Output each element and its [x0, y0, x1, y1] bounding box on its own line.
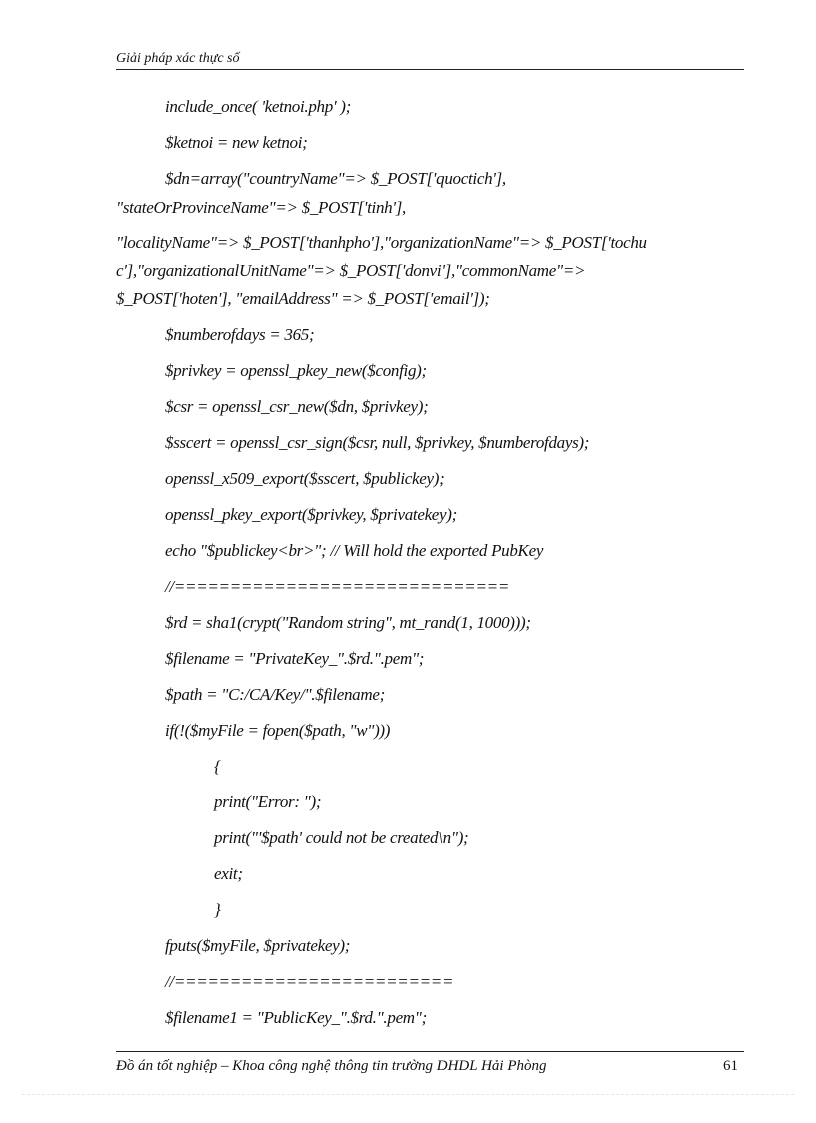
- code-line: $rd = sha1(crypt("Random string", mt_rand(1, 1000)));: [165, 613, 531, 632]
- code-line: $filename1 = "PublicKey_".$rd.".pem";: [165, 1008, 427, 1027]
- code-line: include_once( 'ketnoi.php' );: [165, 97, 351, 116]
- code-line: $csr = openssl_csr_new($dn, $privkey);: [165, 397, 429, 416]
- code-line: $privkey = openssl_pkey_new($config);: [165, 361, 427, 380]
- page-header: [116, 50, 744, 70]
- code-line: $_POST['hoten'], "emailAddress" => $_POST['email']);: [116, 289, 490, 308]
- page-footer: [116, 1051, 744, 1078]
- code-line: {: [214, 757, 221, 776]
- code-line: }: [214, 900, 221, 919]
- code-line: c'],"organizationalUnitName"=> $_POST['donvi'],"commonName"=>: [116, 261, 586, 280]
- page-number: 61: [723, 1058, 738, 1074]
- code-line: openssl_pkey_export($privkey, $privatekey);: [165, 505, 458, 524]
- code-line: $numberofdays = 365;: [165, 325, 315, 344]
- code-line: "stateOrProvinceName"=> $_POST['tinh'],: [116, 198, 406, 217]
- header-title: Giải pháp xác thực số: [116, 51, 240, 66]
- code-line: $sscert = openssl_csr_sign($csr, null, $privkey, $numberofdays);: [165, 433, 590, 452]
- code-line: print("Error: ");: [214, 792, 322, 811]
- code-line: echo "$publickey<br>"; // Will hold the exported PubKey: [165, 541, 544, 560]
- code-line: print("'$path' could not be created\n");: [214, 828, 469, 847]
- code-line: "localityName"=> $_POST['thanhpho'],"organizationName"=> $_POST['tochu: [116, 233, 647, 252]
- code-line: //==============================: [165, 577, 509, 596]
- code-line: exit;: [214, 864, 243, 883]
- code-line: //=========================: [165, 972, 454, 991]
- code-line: fputs($myFile, $privatekey);: [165, 936, 351, 955]
- code-line: $filename = "PrivateKey_".$rd.".pem";: [165, 649, 425, 668]
- code-line: $path = "C:/CA/Key/".$filename;: [165, 685, 385, 704]
- code-line: $ketnoi = new ketnoi;: [165, 133, 308, 152]
- footer-text: Đồ án tốt nghiệp – Khoa công nghệ thông tin trường DHDL Hải Phòng: [116, 1058, 547, 1074]
- code-line: $dn=array("countryName"=> $_POST['quoctich'],: [165, 169, 506, 188]
- code-line: openssl_x509_export($sscert, $publickey);: [165, 469, 445, 488]
- page-edge-divider: [22, 1094, 794, 1095]
- code-line: if(!($myFile = fopen($path, "w"))): [165, 721, 391, 740]
